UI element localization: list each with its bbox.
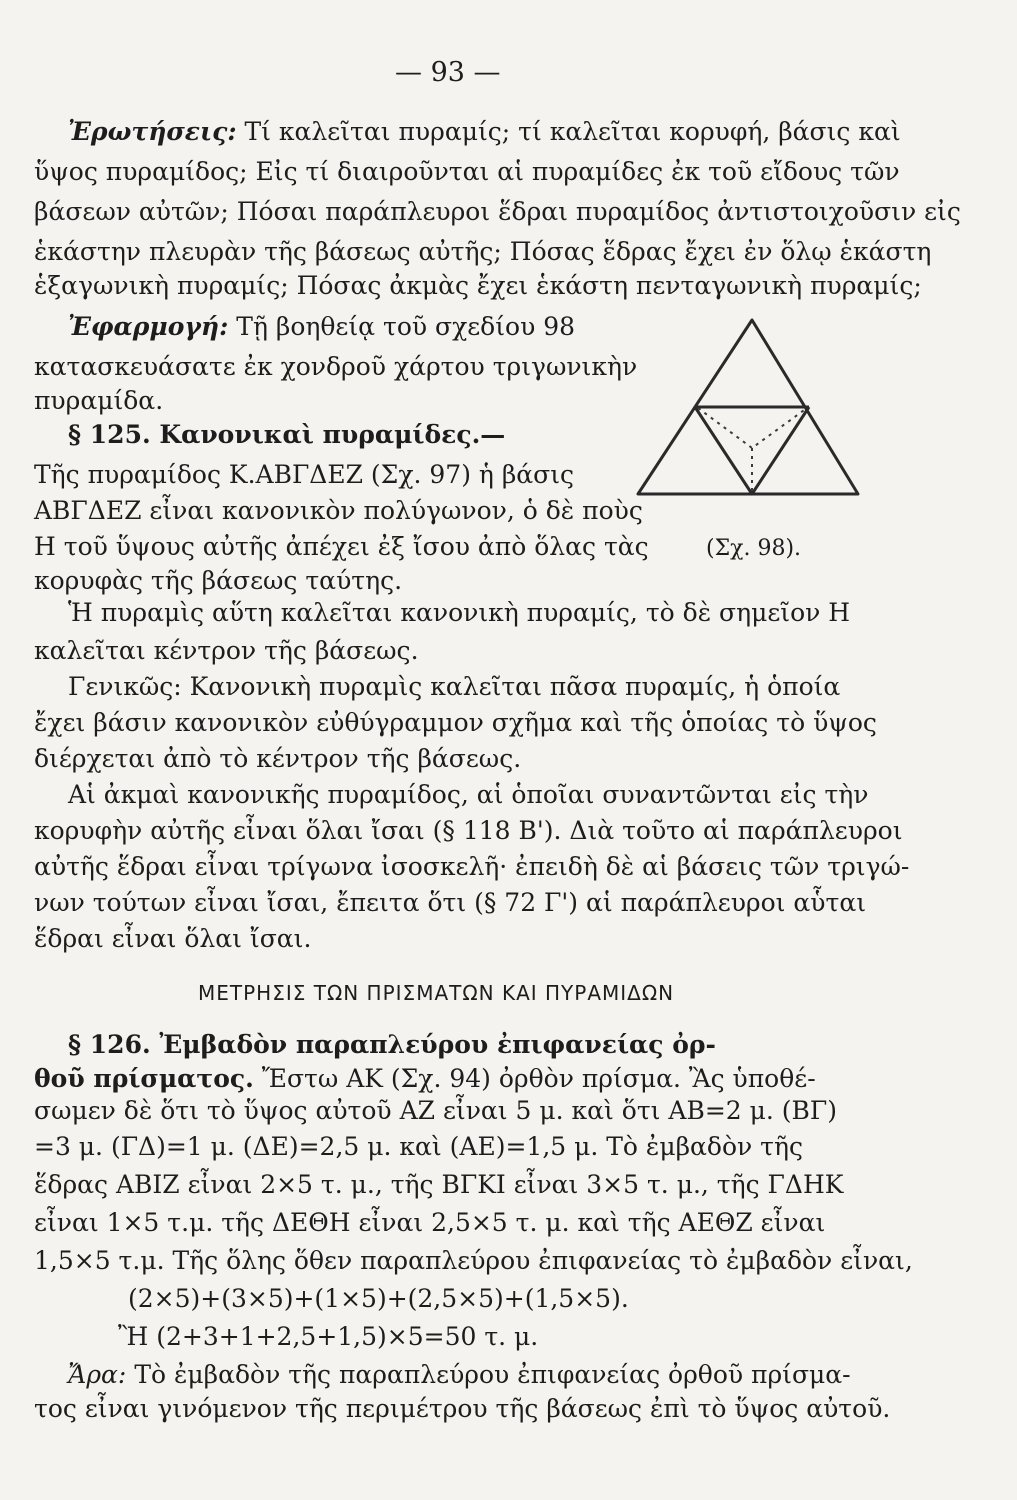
- questions-line-5: ἑξαγωνικὴ πυραμίς; Πόσας ἀκμὰς ἔχει ἑκάστη πενταγωνικὴ πυραμίς;: [34, 271, 922, 300]
- conclusion-label: Ἄρα:: [68, 1360, 127, 1389]
- section-126-line-6: 1,5×5 τ.μ. Τῆς ὅλης ὅθεν παραπλεύρου ἐπιφανείας τὸ ἐμβαδὸν εἶναι,: [34, 1246, 913, 1275]
- page-number: — 93 —: [395, 57, 501, 88]
- paragraph-3-line-3: διέρχεται ἀπὸ τὸ κέντρον τῆς βάσεως.: [34, 744, 522, 773]
- application-line-3: πυραμίδα.: [34, 386, 164, 415]
- paragraph-3-line-1: Γενικῶς: Κανονικὴ πυραμὶς καλεῖται πᾶσα πυραμίς, ἡ ὁποία: [68, 672, 841, 701]
- questions-line-1: [68, 117, 901, 147]
- paragraph-4-line-5: ἕδραι εἶναι ὅλαι ἴσαι.: [34, 924, 312, 953]
- application-line-2: κατασκευάσατε ἐκ χονδροῦ χάρτου τριγωνικὴν: [34, 352, 638, 381]
- section-125-line-4: κορυφὰς τῆς βάσεως ταύτης.: [34, 566, 403, 595]
- section-125-line-3: Η τοῦ ὕψους αὐτῆς ἀπέχει ἐξ ἴσου ἀπὸ ὅλας τὰς: [34, 532, 649, 561]
- section-126-line-1: [34, 1064, 816, 1094]
- figure-98-caption: (Σχ. 98).: [706, 536, 802, 561]
- section-126-line-3: =3 μ. (ΓΔ)=1 μ. (ΔΕ)=2,5 μ. καὶ (ΑΕ)=1,5 μ. Τὸ ἐμβαδὸν τῆς: [34, 1132, 803, 1161]
- questions-line-3: βάσεων αὐτῶν; Πόσαι παράπλευροι ἕδραι πυραμίδος ἀντιστοιχοῦσιν εἰς: [34, 197, 961, 226]
- application-label: Ἐφαρμογή:: [68, 312, 229, 341]
- paragraph-4-line-3: αὐτῆς ἕδραι εἶναι τρίγωνα ἰσοσκελῆ· ἐπειδὴ δὲ αἱ βάσεις τῶν τριγώ-: [34, 852, 910, 881]
- paragraph-4-line-4: νων τούτων εἶναι ἴσαι, ἔπειτα ὅτι (§ 72 Γ') αἱ παράπλευροι αὗται: [34, 888, 867, 917]
- section-125-heading: § 125. Κανονικαὶ πυραμίδες.—: [68, 420, 506, 449]
- section-126-line-2: σωμεν δὲ ὅτι τὸ ὕψος αὐτοῦ ΑΖ εἶναι 5 μ. καὶ ὅτι ΑΒ=2 μ. (ΒΓ): [34, 1096, 838, 1125]
- questions-line-2: ὕψος πυραμίδος; Εἰς τί διαιροῦνται αἱ πυραμίδες ἐκ τοῦ εἴδους τῶν: [34, 157, 900, 186]
- paragraph-3-line-2: ἔχει βάσιν κανονικὸν εὐθύγραμμον σχῆμα καὶ τῆς ὁποίας τὸ ὕψος: [34, 708, 877, 737]
- figure-98-pyramid-net: [632, 312, 868, 532]
- paragraph-2-line-2: καλεῖται κέντρον τῆς βάσεως.: [34, 636, 419, 665]
- equation-2: Ἢ (2+3+1+2,5+1,5)×5=50 τ. μ.: [118, 1322, 539, 1351]
- section-heading: ΜΕΤΡΗΣΙΣ ΤΩΝ ΠΡΙΣΜΑΤΩΝ ΚΑΙ ΠΥΡΑΜΙΔΩΝ: [198, 981, 675, 1005]
- paragraph-4-line-1: Αἱ ἀκμαὶ κανονικῆς πυραμίδος, αἱ ὁποῖαι συναντῶνται εἰς τὴν: [68, 780, 869, 809]
- equation-1: (2×5)+(3×5)+(1×5)+(2,5×5)+(1,5×5).: [128, 1284, 629, 1313]
- paragraph-2-line-1: Ἡ πυραμὶς αὕτη καλεῖται κανονικὴ πυραμίς, τὸ δὲ σημεῖον Η: [68, 598, 851, 627]
- application-text-1: Τῇ βοηθείᾳ τοῦ σχεδίου 98: [236, 312, 576, 341]
- conclusion-text-1: Τὸ ἐμβαδὸν τῆς παραπλεύρου ἐπιφανείας ὀρθοῦ πρίσμα-: [134, 1360, 851, 1389]
- paragraph-4-line-2: κορυφὴν αὐτῆς εἶναι ὅλαι ἴσαι (§ 118 Β'). Διὰ τοῦτο αἱ παράπλευροι: [34, 816, 903, 845]
- section-125-line-1: Τῆς πυραμίδος Κ.ΑΒΓΔΕΖ (Σχ. 97) ἡ βάσις: [34, 460, 575, 489]
- application-line-1: [68, 312, 575, 342]
- section-126-line-4: ἕδρας ΑΒΙΖ εἶναι 2×5 τ. μ., τῆς ΒΓΚΙ εἶναι 3×5 τ. μ., τῆς ΓΔΗΚ: [34, 1170, 844, 1199]
- questions-label: Ἐρωτήσεις:: [68, 117, 237, 146]
- section-126-heading-cont: θοῦ πρίσματος.: [34, 1064, 254, 1093]
- section-125-line-2: ΑΒΓΔΕΖ εἶναι κανονικὸν πολύγωνον, ὁ δὲ ποὺς: [34, 496, 643, 525]
- section-126-heading: § 126. Ἐμβαδὸν παραπλεύρου ἐπιφανείας ὀρ-: [68, 1030, 716, 1059]
- section-126-line-5: εἶναι 1×5 τ.μ. τῆς ΔΕΘΗ εἶναι 2,5×5 τ. μ. καὶ τῆς ΑΕΘΖ εἶναι: [34, 1208, 826, 1237]
- questions-line-4: ἑκάστην πλευρὰν τῆς βάσεως αὐτῆς; Πόσας ἕδρας ἔχει ἐν ὅλῳ ἑκάστη: [34, 237, 932, 266]
- conclusion-line-1: [68, 1360, 851, 1390]
- questions-text-1: Τί καλεῖται πυραμίς; τί καλεῖται κορυφή, βάσις καὶ: [244, 117, 901, 146]
- section-126-text-1: Ἔστω ΑΚ (Σχ. 94) ὀρθὸν πρίσμα. Ἂς ὑποθέ-: [261, 1064, 816, 1093]
- net-hidden-edge-1: [698, 408, 807, 448]
- conclusion-line-2: τος εἶναι γινόμενον τῆς περιμέτρου τῆς βάσεως ἐπὶ τὸ ὕψος αὐτοῦ.: [34, 1394, 891, 1423]
